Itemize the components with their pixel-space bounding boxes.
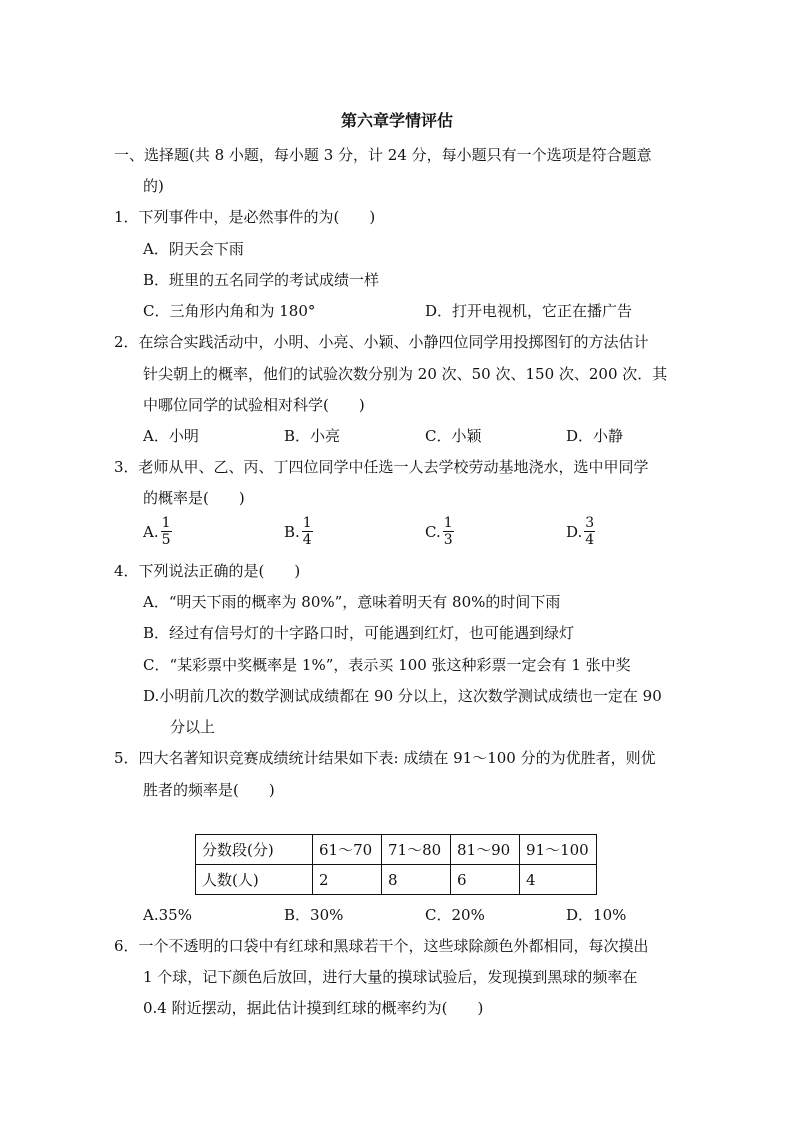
- table-cell: 分数段(分): [196, 835, 313, 865]
- q4-option-d: D.小明前几次的数学测试成绩都在 90 分以上，这次数学测试成绩也一定在 90: [143, 687, 662, 705]
- q2-option-b: B．小亮: [284, 427, 341, 445]
- section-heading: 一、选择题(共 8 小题，每小题 3 分，计 24 分，每小题只有一个选项是符合题意: [114, 146, 652, 164]
- question-3-line2: 的概率是( ): [143, 489, 245, 507]
- question-2-line3: 中哪位同学的试验相对科学( ): [143, 396, 365, 414]
- q4-option-a: A．“明天下雨的概率为 80%”，意味着明天有 80%的时间下雨: [143, 593, 561, 611]
- question-6-line2: 1 个球，记下颜色后放回，进行大量的摸球试验后，发现摸到黑球的频率在: [143, 968, 638, 986]
- table-row: [196, 835, 597, 865]
- table-cell: 4: [520, 865, 597, 895]
- table-cell: 61～70: [313, 835, 382, 865]
- q1-option-c: C．三角形内角和为 180°: [143, 302, 316, 320]
- q1-option-b: B．班里的五名同学的考试成绩一样: [143, 271, 380, 289]
- q4-option-d-cont: 分以上: [170, 718, 216, 736]
- table-cell: 人数(人): [196, 865, 313, 895]
- table-cell: 6: [451, 865, 520, 895]
- q5-option-a: A.35%: [143, 906, 192, 924]
- q2-option-c: C．小颖: [425, 427, 482, 445]
- table-cell: 91～100: [520, 835, 597, 865]
- q2-option-d: D．小静: [566, 427, 624, 445]
- page-title: 第六章学情评估: [340, 111, 453, 130]
- q4-option-b: B．经过有信号灯的十字路口时，可能遇到红灯，也可能遇到绿灯: [143, 624, 575, 642]
- fraction: 1 4: [302, 515, 312, 548]
- question-2-line1: 2．在综合实践活动中，小明、小亮、小颖、小静四位同学用投掷图钉的方法估计: [114, 333, 649, 351]
- section-heading-cont: 的): [143, 177, 164, 195]
- question-5-line1: 5．四大名著知识竞赛成绩统计结果如下表: 成绩在 91～100 分的为优胜者，则优: [114, 749, 656, 767]
- q3-option-a: A. 1 5: [143, 515, 171, 548]
- q4-option-c: C．“某彩票中奖概率是 1%”，表示买 100 张这种彩票一定会有 1 张中奖: [143, 656, 631, 674]
- question-6-line1: 6．一个不透明的口袋中有红球和黑球若干个，这些球除颜色外都相同，每次摸出: [114, 937, 649, 955]
- fraction: 1 5: [161, 515, 171, 548]
- fraction: 3 4: [585, 515, 595, 548]
- q5-option-b: B．30%: [284, 906, 344, 924]
- question-4-stem: 4．下列说法正确的是( ): [114, 562, 301, 580]
- fraction: 1 3: [443, 515, 453, 548]
- q3-option-b: B. 1 4: [284, 515, 312, 548]
- question-1-stem: 1．下列事件中，是必然事件的为( ): [114, 208, 376, 226]
- q2-option-a: A．小明: [143, 427, 199, 445]
- q3-option-d: D. 3 4: [566, 515, 595, 548]
- q1-option-a: A．阴天会下雨: [143, 240, 244, 258]
- q5-option-c: C．20%: [425, 906, 485, 924]
- table-cell: 81～90: [451, 835, 520, 865]
- question-3-line1: 3．老师从甲、乙、丙、丁四位同学中任选一人去学校劳动基地浇水，选中甲同学: [114, 458, 649, 476]
- q1-option-d: D．打开电视机，它正在播广告: [425, 302, 633, 320]
- question-6-line3: 0.4 附近摆动，据此估计摸到红球的概率约为( ): [143, 999, 484, 1017]
- table-row: [196, 865, 597, 895]
- question-5-line2: 胜者的频率是( ): [143, 781, 275, 799]
- table-cell: 71～80: [382, 835, 451, 865]
- table-cell: 8: [382, 865, 451, 895]
- question-2-line2: 针尖朝上的概率，他们的试验次数分别为 20 次、50 次、150 次、200 次．其: [143, 365, 668, 383]
- q3-option-c: C. 1 3: [425, 515, 453, 548]
- score-table: [195, 834, 597, 895]
- table-cell: 2: [313, 865, 382, 895]
- q5-option-d: D．10%: [566, 906, 627, 924]
